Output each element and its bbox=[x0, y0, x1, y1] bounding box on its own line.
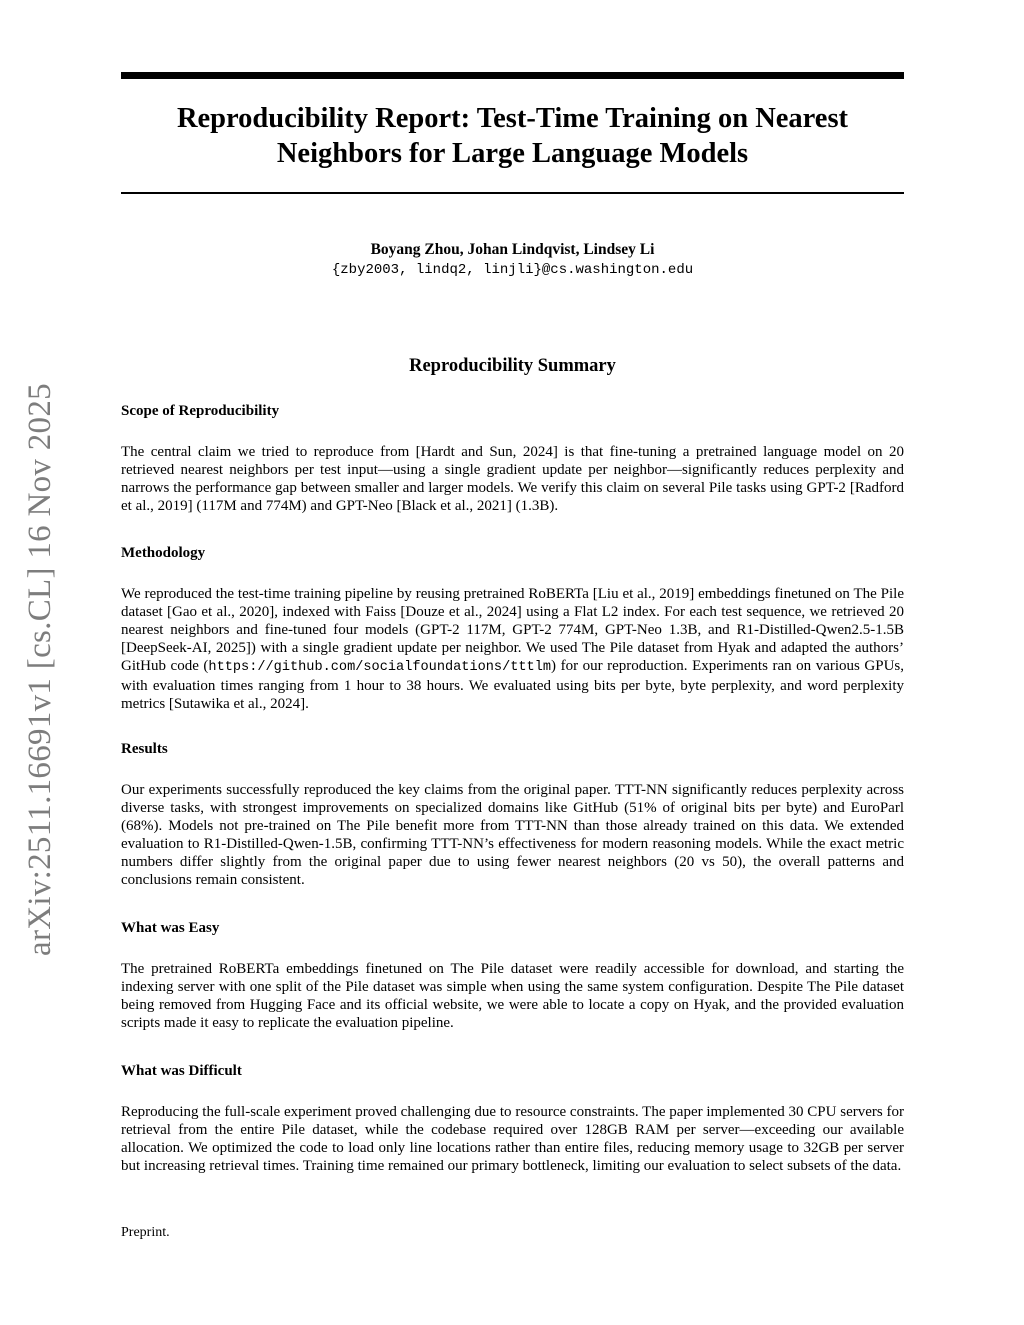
section-methodology bbox=[121, 544, 904, 713]
section-results-text: Our experiments successfully reproduced the key claims from the original paper. TTT-NN significantly reduces perplexity across diverse tasks, with strongest improvements on specialized domains like GitHub (51% of original bits per byte) and EuroParl (68%). Models not pre-trained on The Pile benefit more from TTT-NN than those already trained on this data. We extended evaluation to R1-Distilled-Qwen-1.5B, confirming TTT-NN’s effectiveness for modern reasoning models. While the exact metric numbers differ slightly from the original paper due to using fewer nearest neighbors (20 vs 50), the overall patterns and conclusions remain consistent. bbox=[121, 782, 904, 888]
summary-heading: Reproducibility Summary bbox=[409, 356, 616, 376]
section-easy-heading: What was Easy bbox=[121, 920, 220, 936]
section-easy bbox=[121, 919, 904, 1032]
title-top-rule bbox=[121, 72, 904, 79]
section-results-heading: Results bbox=[121, 741, 168, 757]
section-methodology-text bbox=[121, 585, 904, 713]
section-scope-text: The central claim we tried to reproduce from [Hardt and Sun, 2024] is that fine-tuning a pretrained language model on 20 retrieved nearest neighbors per test input—using a single gradient update per neighbor—significantly reduces perplexity and narrows the performance gap between smaller and larger models. We verify this claim on several Pile tasks using GPT-2 [Radford et al., 2019] (117M and 774M) and GPT-Neo [Black et al., 2021] (1.3B). bbox=[121, 444, 904, 514]
paper-title-line-1: Reproducibility Report: Test-Time Training on Nearest bbox=[176, 103, 849, 134]
paper-title bbox=[121, 101, 904, 171]
section-easy-text: The pretrained RoBERTa embeddings finetuned on The Pile dataset were readily accessible for download, and starting the indexing server with one split of the Pile dataset was simple when using the same system configuration. Despite The Pile dataset being removed from Hugging Face and its official website, we were able to locate a copy on Hyak, and the provided evaluation scripts made it easy to replicate the evaluation pipeline. bbox=[121, 961, 904, 1031]
section-scope bbox=[121, 402, 904, 515]
title-bottom-rule bbox=[121, 192, 904, 194]
github-url: https://github.com/socialfoundations/tttlm bbox=[208, 660, 552, 675]
section-results bbox=[121, 740, 904, 889]
section-difficult bbox=[121, 1062, 904, 1175]
author-emails: {zby2003, lindq2, linjli}@cs.washington.edu bbox=[331, 262, 694, 278]
methodology-text-before: We reproduced the test-time training pipeline by reusing pretrained RoBERTa [Liu et al., 2019] embeddings finetuned on The Pile dataset [Gao et al., 2020], indexed with Faiss [Douze et al., 2024] using a Flat L2 index. For each test sequence, we retrieved 20 nearest neighbors and fine-tuned four models (GPT-2 117M, GPT-2 774M, GPT-Neo 1.3B, and R1-Distilled-Qwen2.5-1.5B [DeepSeek-AI, 2025]) with a single gradient update per neighbor. We used The Pile dataset from Hyak and adapted the authors’ GitHub code ( bbox=[121, 586, 904, 674]
section-difficult-heading: What was Difficult bbox=[121, 1063, 242, 1079]
section-methodology-heading: Methodology bbox=[121, 545, 206, 561]
arxiv-stamp: arXiv:2511.16691v1 [cs.CL] 16 Nov 2025 bbox=[22, 383, 58, 956]
author-list: Boyang Zhou, Johan Lindqvist, Lindsey Li bbox=[370, 241, 655, 258]
footer-note: Preprint. bbox=[121, 1225, 170, 1240]
section-difficult-text: Reproducing the full-scale experiment proved challenging due to resource constraints. The paper implemented 30 CPU servers for retrieval from the entire Pile dataset, while the codebase required over 128GB RAM per server—exceeding our available allocation. We optimized the code to load only line locations rather than entire files, reducing memory usage to 32GB per server but increasing retrieval times. Training time remained our primary bottleneck, limiting our evaluation to select subsets of the data. bbox=[121, 1104, 904, 1174]
paper-title-line-2: Neighbors for Large Language Models bbox=[276, 138, 749, 169]
section-scope-heading: Scope of Reproducibility bbox=[121, 403, 280, 419]
methodology-text-after: ) for our reproduction. Experiments ran on various GPUs, with evaluation times ranging from 1 hour to 38 hours. We evaluated using bits per byte, byte perplexity, and word perplexity metrics [Sutawika et al., 2024]. bbox=[121, 658, 904, 712]
